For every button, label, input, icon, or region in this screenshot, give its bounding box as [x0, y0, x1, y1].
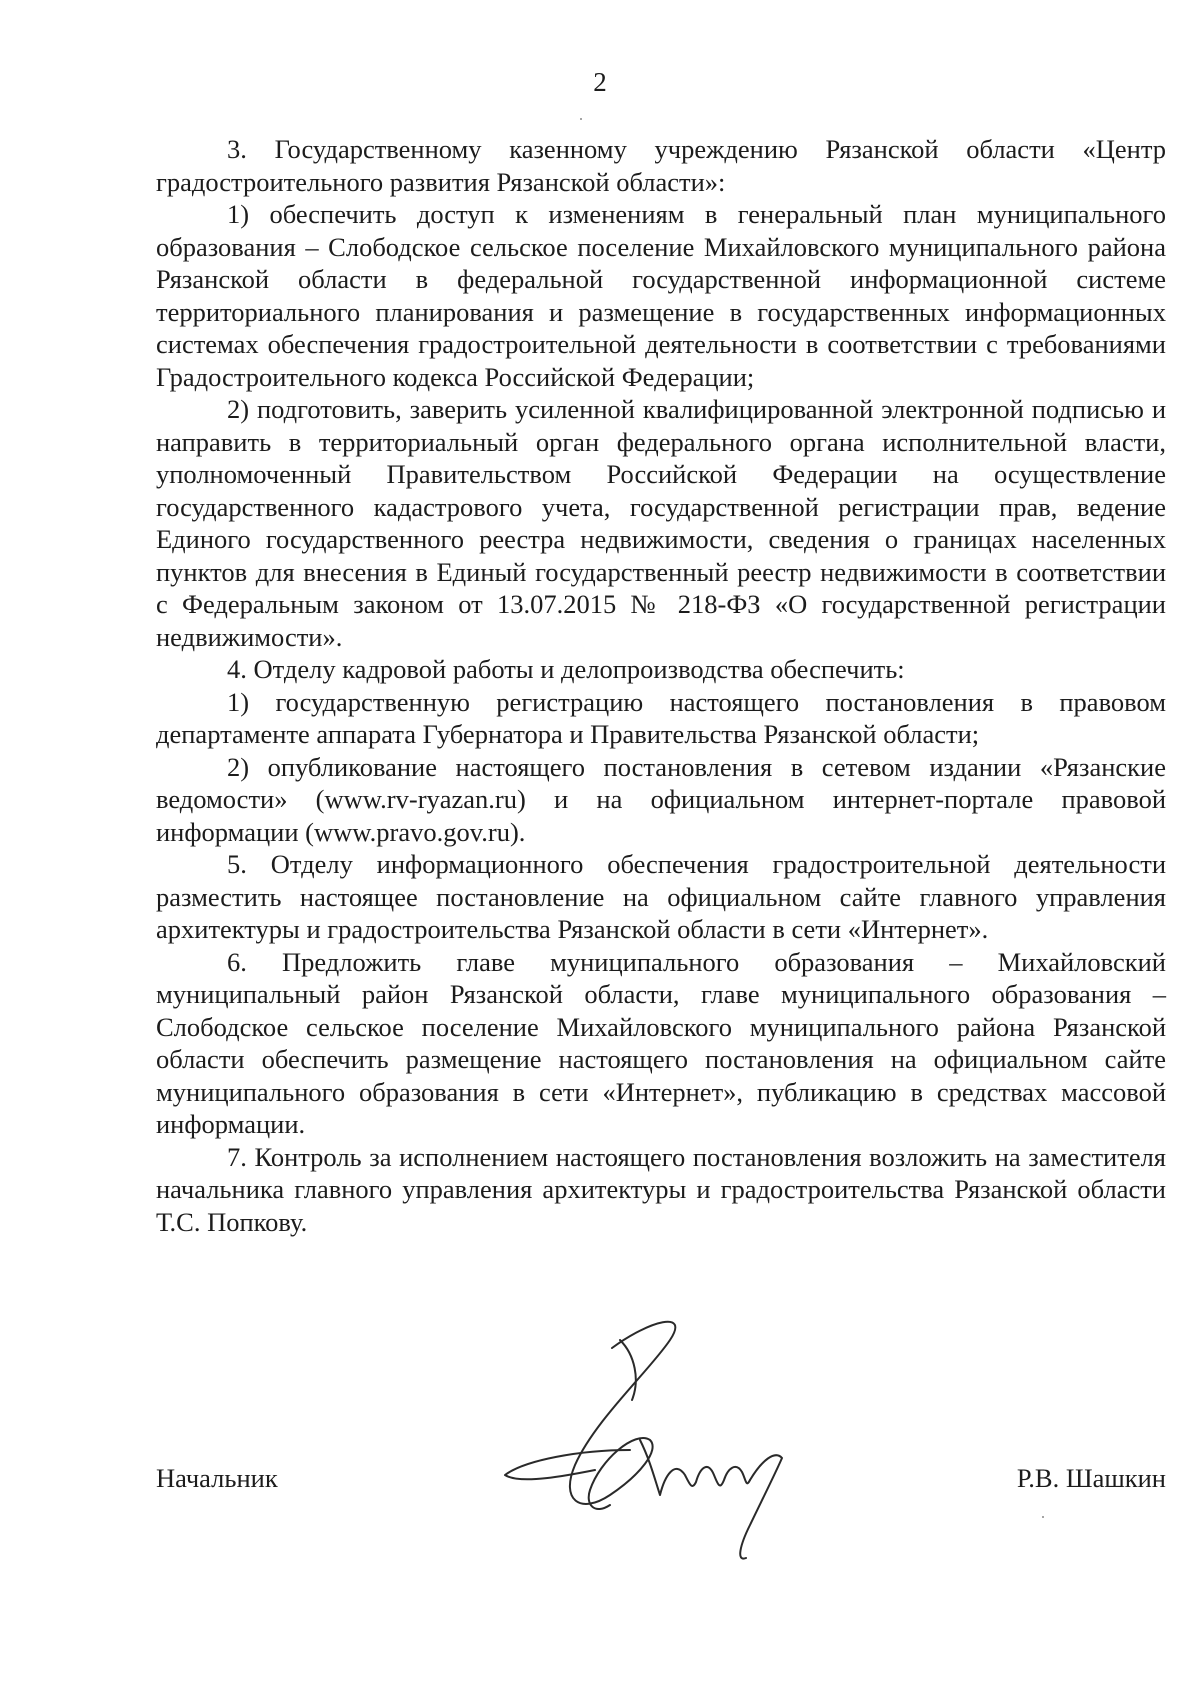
signatory-title: Начальник: [156, 1463, 278, 1493]
scan-speck: [580, 118, 582, 120]
paragraph-item-3: 3. Государственному казенному учреждению Рязанской области «Центр градостроительного развития Рязанской области»:: [156, 134, 1166, 197]
page-number: 2: [593, 67, 607, 97]
paragraph-item-5: 5. Отделу информационного обеспечения градостроительной деятельности разместить настоящее постановление на официальном сайте главного управления архитектуры и градостроительства Рязанской области в сети «Интернет».: [156, 849, 1166, 944]
paragraph-item-6: 6. Предложить главе муниципального образования – Михайловский муниципальный район Рязанской области, главе муниципального образования – Слободское сельское поселение Михайловского муниципального района Рязанской области обеспечить размещение настоящего постановления на официальном сайте муниципального образования в сети «Интернет», публикацию в средствах массовой информации.: [156, 946, 1166, 1139]
handwritten-signature: [500, 1300, 840, 1580]
document-body: [156, 133, 1166, 1238]
paragraph-item-3-2: 2) подготовить, заверить усиленной квалифицированной электронной подписью и направить в территориальный орган федерального органа исполнительной власти, уполномоченный Правительством Российской Федерации на осуществление государственного кадастрового учета, государственной регистрации прав, ведение Единого государственного реестра недвижимости, сведения о границах населенных пунктов для внесения в Единый государственный реестр недвижимости в соответствии с Федеральным законом от 13.07.2015 № 218-ФЗ «О государственной регистрации недвижимости».: [156, 394, 1166, 652]
scan-speck: [1042, 1516, 1044, 1518]
paragraph-item-4-2: 2) опубликование настоящего постановления в сетевом издании «Рязанские ведомости» (www.rv-ryazan.ru) и на официальном интернет-портале правовой информации (www.pravo.gov.ru).: [156, 751, 1166, 847]
paragraph-item-4: 4. Отделу кадровой работы и делопроизводства обеспечить:: [227, 654, 905, 684]
paragraph-item-4-1: 1) государственную регистрацию настоящего постановления в правовом департаменте аппарата Губернатора и Правительства Рязанской области;: [156, 686, 1166, 749]
signatory-name: Р.В. Шашкин: [1016, 1463, 1166, 1493]
paragraph-item-7: 7. Контроль за исполнением настоящего постановления возложить на заместителя начальника главного управления архитектуры и градостроительства Рязанской области Т.С. Попкову.: [156, 1141, 1166, 1237]
paragraph-item-3-1: 1) обеспечить доступ к изменениям в генеральный план муниципального образования – Слободское сельское поселение Михайловского муниципального района Рязанской области в федеральной государственной информационной системе территориального планирования и размещение в государственных информационных системах обеспечения градостроительной деятельности в соответствии с требованиями Градостроительного кодекса Российской Федерации;: [156, 199, 1166, 392]
